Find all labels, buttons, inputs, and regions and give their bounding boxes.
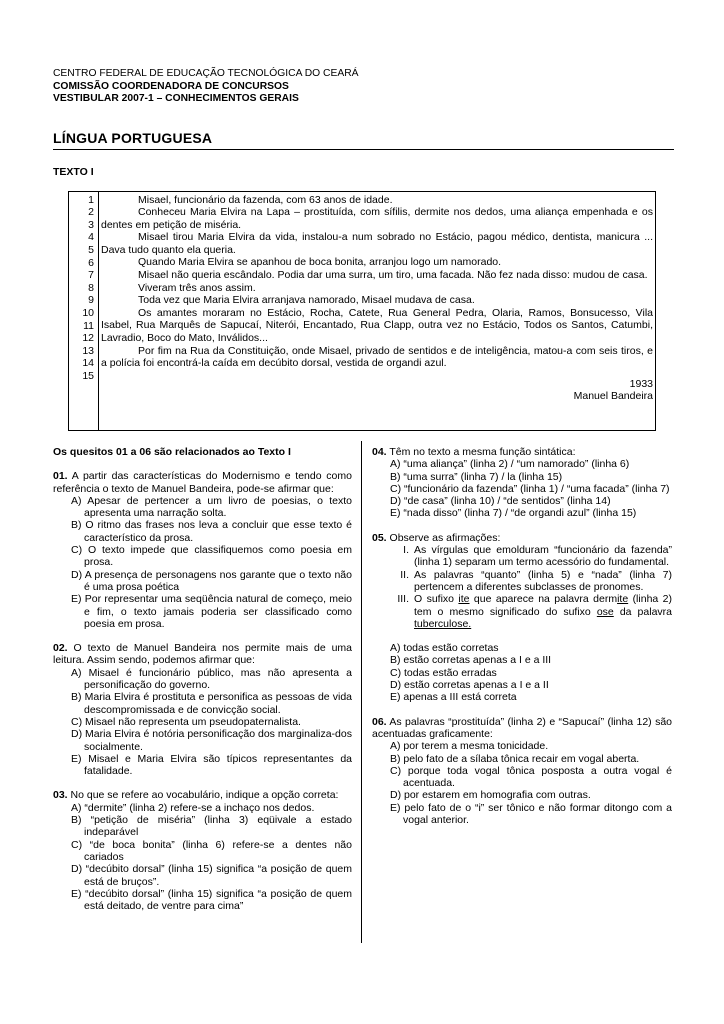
text-paragraph: Viveram três anos assim. — [138, 281, 256, 294]
line-number: 2 — [88, 206, 94, 219]
statement-number: III. — [397, 593, 409, 606]
text-paragraph: Misael, funcionário da fazenda, com 63 anos de idade. — [138, 193, 393, 206]
line-number: 11 — [83, 319, 94, 332]
answer-option: C) Misael não representa um pseudopaternalista. — [71, 715, 301, 728]
question-number: 02. — [53, 642, 68, 655]
text-author: Manuel Bandeira — [573, 390, 653, 403]
exam-title: VESTIBULAR 2007-1 – CONHECIMENTOS GERAIS — [53, 93, 299, 104]
statement-fragment: (linha 2) tem o mesmo significado do sufixo — [414, 593, 672, 618]
text-paragraph: Misael não queria escândalo. Podia dar uma surra, um tiro, uma facada. Não fez nada disso: mudou de casa. — [138, 269, 648, 282]
answer-option: E) Por representar uma seqüência natural de começo, meio e fim, o texto jamais poderia ser classificado como poesia em prosa. — [71, 593, 352, 630]
answer-option: A) Apesar de pertencer a um livro de poesias, o texto apresenta uma narração solta. — [71, 494, 352, 520]
text-paragraph: Conheceu Maria Elvira na Lapa – prostituída, com sífilis, dermite nos dedos, uma aliança empenhada e os dentes em petição de miséria. — [101, 206, 653, 231]
question-05 — [372, 532, 672, 704]
question-stem — [53, 789, 352, 801]
underlined-word: tuberculose. — [414, 617, 472, 630]
answer-option: E) apenas a III está correta — [390, 691, 517, 704]
commission-name: COMISSÃO COORDENADORA DE CONCURSOS — [53, 80, 289, 92]
question-number: 03. — [53, 789, 68, 802]
statement-text: As palavras “quanto” (linha 5) e “nada” (linha 7) pertencem a diferentes subclasses de pronomes. — [414, 568, 672, 593]
question-stem — [53, 642, 352, 667]
answer-option: A) por terem a mesma tonicidade. — [390, 740, 549, 753]
statement-item — [372, 593, 672, 630]
statement-number: II. — [400, 568, 409, 581]
reading-text-box — [68, 191, 656, 431]
institution-name: CENTRO FEDERAL DE EDUCAÇÃO TECNOLÓGICA DO CEARÁ — [53, 68, 359, 79]
underlined-suffix: ite — [458, 593, 470, 606]
line-number: 12 — [82, 332, 94, 345]
answer-option: C) todas estão erradas — [390, 666, 497, 679]
line-number: 14 — [82, 357, 94, 370]
answer-option: B) estão corretas apenas a I e a III — [390, 654, 552, 667]
answer-option: B) “uma surra” (linha 7) / la (linha 15) — [390, 470, 563, 483]
question-text: Têm no texto a mesma função sintática: — [389, 446, 576, 458]
answer-option: E) pelo fato de o “i” ser tônico e não formar ditongo com a vogal anterior. — [390, 801, 672, 827]
answer-option: E) “decúbito dorsal” (linha 15) significa “a posição de quem está deitado, de ventre para cima” — [71, 887, 352, 913]
question-text: No que se refere ao vocabulário, indique a opção correta: — [70, 789, 339, 802]
line-number: 13 — [82, 344, 94, 357]
questions-intro: Os quesitos 01 a 06 são relacionados ao Texto I — [53, 446, 291, 458]
question-number: 05. — [372, 531, 387, 544]
question-text: As palavras “prostituída” (linha 2) e “Sapucaí” (linha 12) são acentuadas graficamente: — [372, 715, 672, 740]
answer-option: D) “de casa” (linha 10) / “de sentidos” (linha 14) — [390, 495, 611, 508]
answer-option: B) O ritmo das frases nos leva a concluir que esse texto é característico da prosa. — [71, 519, 352, 544]
underlined-suffix: ite — [617, 593, 629, 606]
answer-option: A) “dermite” (linha 2) refere-se a inchaço nos dedos. — [71, 801, 315, 814]
line-number: 3 — [88, 218, 94, 231]
answer-option: B) pelo fato de a sílaba tônica recair em vogal aberta. — [390, 752, 640, 765]
question-stem — [372, 532, 672, 544]
text-paragraph: Os amantes moraram no Estácio, Rocha, Catete, Rua General Pedra, Olaria, Ramos, Bonsucesso, Vila Isabel, Rua Marquês de Sapucaí, Niterói, Encantado, Rua Clapp, outra vez no Estácio, Todos os Santos, Catumbi, Lavradio, Boco do Mato, Inválidos... — [101, 306, 653, 345]
question-number: 04. — [372, 446, 387, 458]
answer-option: B) “petição de miséria” (linha 3) eqüivale a estado indeparável — [71, 814, 352, 839]
statement-text: As vírgulas que emolduram “funcionário da fazenda” (linha 1) separam um termo acessório do fundamental. — [414, 544, 672, 569]
answer-option: A) Misael é funcionário público, mas não apresenta a personificação do governo. — [71, 666, 352, 692]
answer-option: C) O texto impede que classifiquemos como poesia em prosa. — [71, 544, 352, 569]
line-number: 1 — [88, 193, 94, 206]
text-paragraph: Por fim na Rua da Constituição, onde Misael, privado de sentidos e de inteligência, matou-a com seis tiros, e a polícia foi encontrá-la caída em decúbito dorsal, vestida de organdi azul. — [101, 344, 653, 370]
question-text: O texto de Manuel Bandeira nos permite mais de uma leitura. Assim sendo, podemos afirmar que: — [53, 642, 352, 667]
left-column — [53, 446, 352, 924]
answer-option: C) “de boca bonita” (linha 6) refere-se a dentes não cariados — [71, 838, 352, 863]
right-column — [372, 446, 672, 838]
document-header — [53, 68, 359, 106]
line-number: 6 — [88, 256, 94, 269]
statement-fragment: que aparece na palavra derm — [469, 593, 618, 606]
line-number: 10 — [82, 306, 94, 319]
question-stem — [372, 446, 672, 458]
answer-option: A) “uma aliança” (linha 2) / “um namorado” (linha 6) — [390, 458, 630, 471]
statement-item — [372, 569, 672, 594]
answer-option: D) A presença de personagens nos garante que o texto não é uma prosa poética — [71, 568, 352, 593]
text-paragraph: Quando Maria Elvira se apanhou de boca bonita, arranjou logo um namorado. — [138, 256, 502, 269]
question-text: A partir das características do Modernismo e tendo como referência o texto de Manuel Bandeira, pode-se afirmar que: — [53, 470, 352, 495]
statement-item — [372, 544, 672, 569]
question-04 — [372, 446, 672, 520]
answer-option: D) estão corretas apenas a I e a II — [390, 679, 549, 692]
line-number: 4 — [88, 231, 94, 244]
text-paragraph: Misael tirou Maria Elvira da vida, instalou-a num sobrado no Estácio, pagou médico, dentista, manicura ... Dava tudo quanto ela queria. — [101, 231, 653, 256]
line-number: 8 — [88, 281, 94, 294]
answer-option: D) por estarem em homografia com outras. — [390, 789, 591, 802]
poem-text — [101, 194, 653, 404]
column-divider — [361, 441, 362, 943]
text-year: 1933 — [629, 377, 653, 390]
question-06 — [372, 716, 672, 827]
answer-option: D) “decúbito dorsal” (linha 15) significa “a posição de quem está de bruços”. — [71, 863, 352, 888]
answer-option: C) porque toda vogal tônica posposta a outra vogal é acentuada. — [390, 764, 672, 790]
question-number: 06. — [372, 715, 387, 728]
line-number-column — [69, 192, 99, 430]
answer-option: C) “funcionário da fazenda” (linha 1) / “uma facada” (linha 7) — [390, 482, 670, 495]
subject-divider — [53, 149, 674, 150]
line-number: 9 — [88, 294, 94, 307]
statement-fragment: O sufixo — [414, 593, 459, 606]
statement-text — [414, 593, 672, 630]
question-number: 01. — [53, 470, 68, 483]
answer-option: B) Maria Elvira é prostituta e personifica as pessoas de vida descompromissada e de convicção social. — [71, 691, 352, 716]
answer-option: D) Maria Elvira é notória personificação dos marginaliza-dos socialmente. — [71, 728, 352, 753]
statement-number: I. — [403, 544, 409, 557]
line-number: 15 — [82, 369, 94, 382]
line-number: 5 — [88, 243, 94, 256]
question-stem — [53, 470, 352, 495]
underlined-suffix: ose — [596, 605, 614, 618]
subject-title: LÍNGUA PORTUGUESA — [53, 130, 213, 146]
answer-option: E) Misael e Maria Elvira são típicos representantes da fatalidade. — [71, 752, 352, 778]
line-number: 7 — [88, 269, 94, 282]
statement-fragment: da palavra — [613, 605, 672, 618]
text-label: TEXTO I — [53, 166, 94, 178]
answer-option: E) “nada disso” (linha 7) / “de organdi azul” (linha 15) — [390, 507, 637, 520]
question-text: Observe as afirmações: — [389, 531, 501, 544]
text-paragraph: Toda vez que Maria Elvira arranjava namorado, Misael mudava de casa. — [138, 294, 475, 307]
question-01 — [53, 470, 352, 630]
question-03 — [53, 789, 352, 912]
text-signature — [101, 378, 653, 403]
answer-option: A) todas estão corretas — [390, 642, 499, 655]
question-02 — [53, 642, 352, 777]
question-stem — [372, 716, 672, 741]
